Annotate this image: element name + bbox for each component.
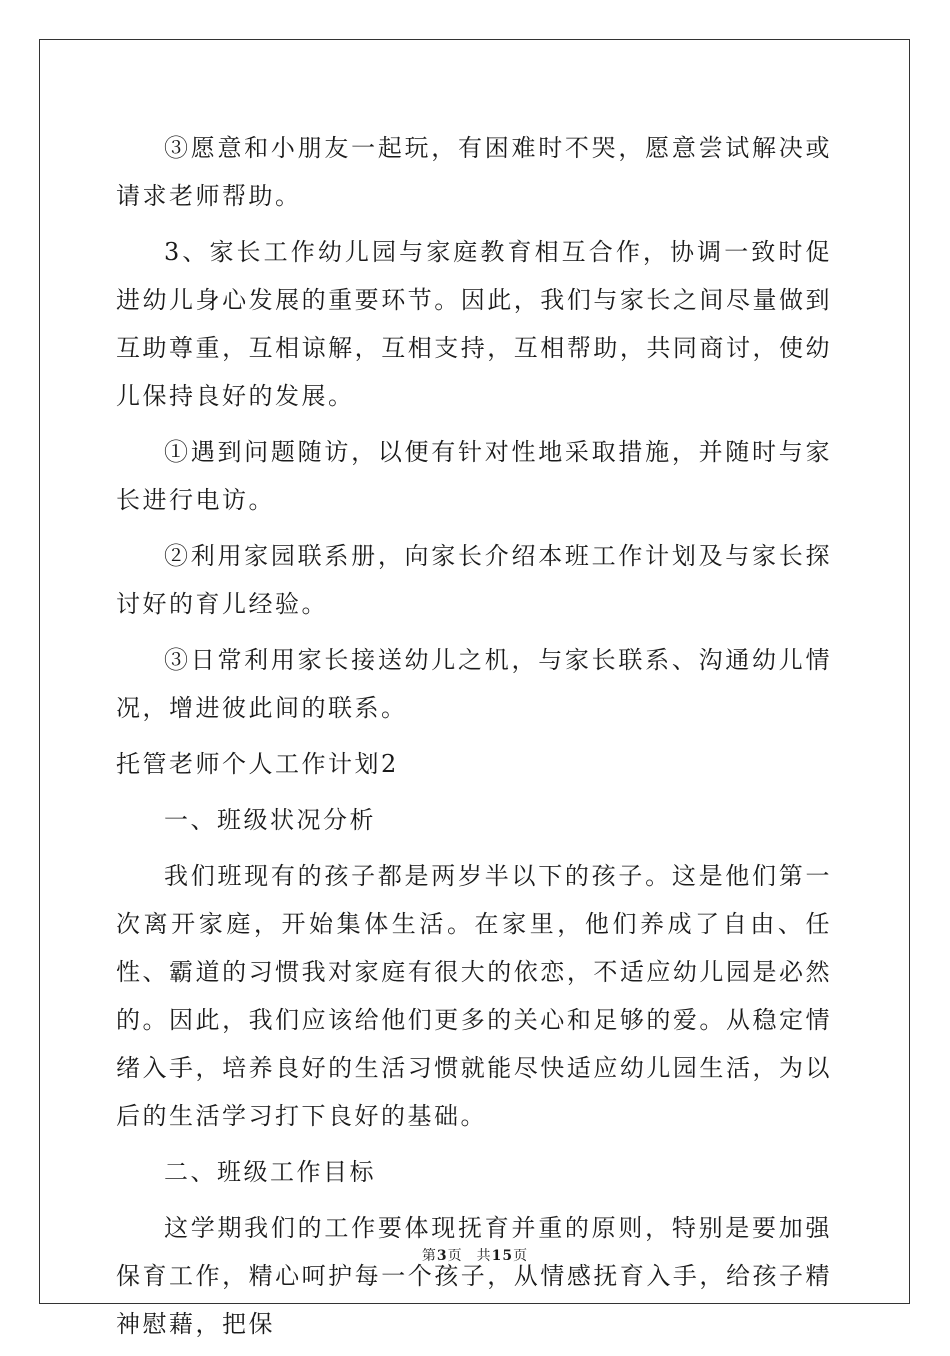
paragraph-2: 3、家长工作幼儿园与家庭教育相互合作，协调一致时促进幼儿身心发展的重要环节。因此，我们与家长之间尽量做到互助尊重，互相谅解，互相支持，互相帮助，共同商讨，使幼儿保持良好的发展。 <box>116 238 832 410</box>
paragraph-6: 我们班现有的孩子都是两岁半以下的孩子。这是他们第一次离开家庭，开始集体生活。在家里，他们养成了自由、任性、霸道的习惯我对家庭有很大的依恋，不适应幼儿园是必然的。因此，我们应该给他们更多的关心和足够的爱。从稳定情绪入手，培养良好的生活习惯就能尽快适应幼儿园生活，为以后的生活学习打下良好的基础。 <box>116 862 832 1130</box>
page-unit: 页 <box>447 1248 463 1264</box>
page-current: 3 <box>436 1248 448 1264</box>
paragraph-1: ③愿意和小朋友一起玩，有困难时不哭，愿意尝试解决或请求老师帮助。 <box>116 134 832 210</box>
section-title: 托管老师个人工作计划2 <box>116 750 399 778</box>
subheading-2: 二、班级工作目标 <box>164 1158 376 1186</box>
page-footer <box>0 1245 950 1265</box>
paragraph-3: ①遇到问题随访，以便有针对性地采取措施，并随时与家长进行电访。 <box>116 438 832 514</box>
total-unit: 页 <box>513 1248 529 1264</box>
subheading-1: 一、班级状况分析 <box>164 806 376 834</box>
document-body <box>116 124 832 1356</box>
page-total: 15 <box>491 1248 514 1264</box>
paragraph-7: 这学期我们的工作要体现抚育并重的原则，特别是要加强保育工作，精心呵护每一个孩子，从情感抚育入手，给孩子精神慰藉，把保 <box>116 1214 832 1338</box>
paragraph-5: ③日常利用家长接送幼儿之机，与家长联系、沟通幼儿情况，增进彼此间的联系。 <box>116 646 832 722</box>
total-prefix: 共 <box>476 1248 492 1264</box>
page-prefix: 第 <box>421 1248 437 1264</box>
paragraph-4: ②利用家园联系册，向家长介绍本班工作计划及与家长探讨好的育儿经验。 <box>116 542 832 618</box>
